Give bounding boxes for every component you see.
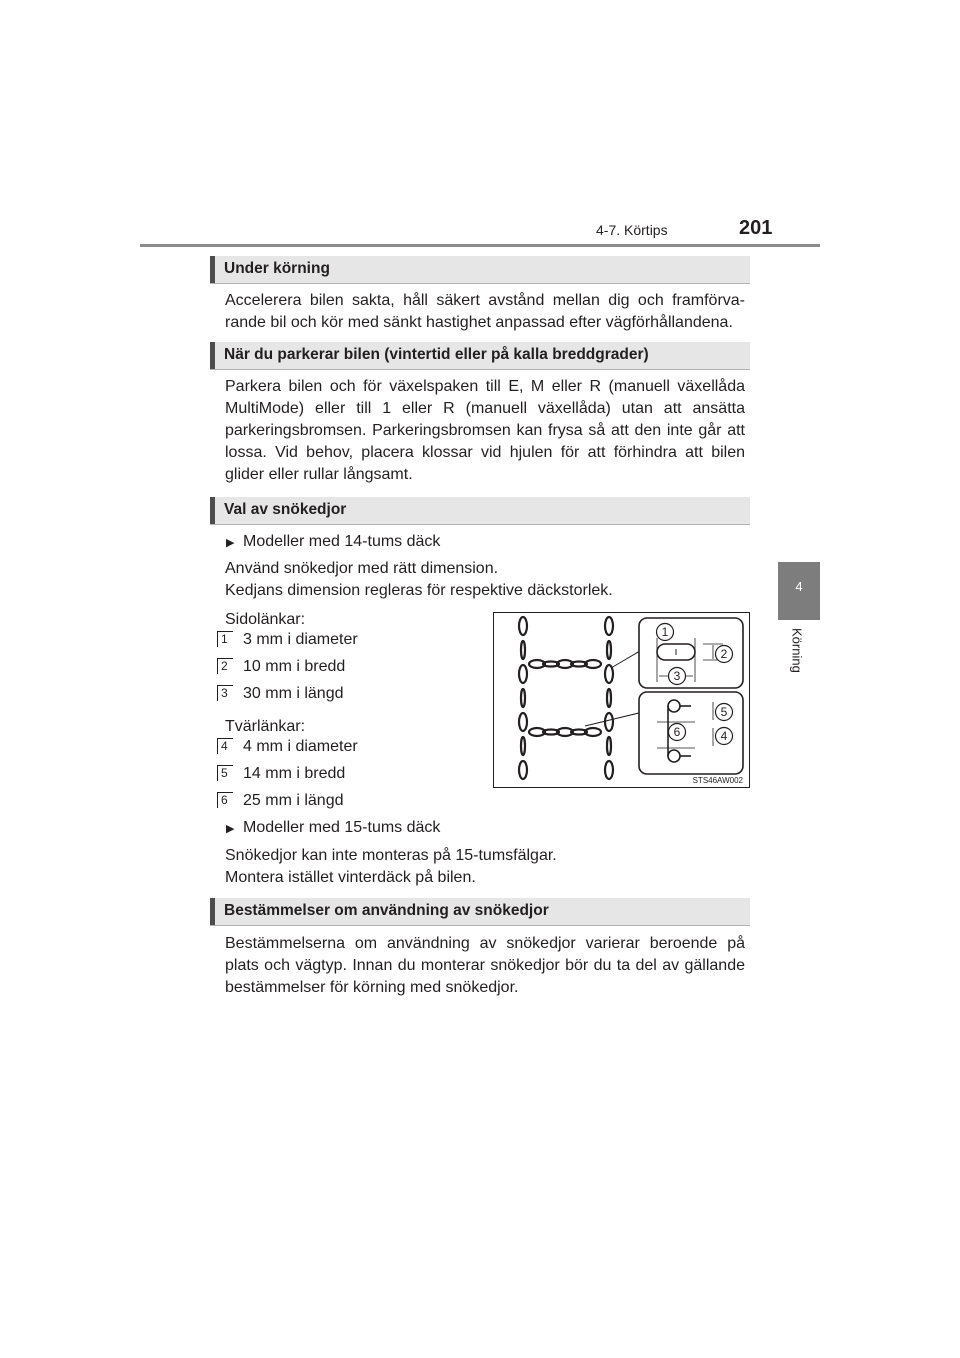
chapter-tab-number: 4 — [795, 579, 803, 594]
figure-callout-6: 6 — [673, 725, 681, 739]
section-heading-under-korning — [210, 256, 750, 284]
section-heading-text: Val av snökedjor — [224, 501, 347, 518]
subheading-model14: Modeller med 14-tums däck — [243, 533, 441, 550]
paragraph-parkering: Parkera bilen och för växelspaken till E, M eller R (manuell växellåda MultiMode) eller till 1 eller R (manuell växellåda) utan att ansätta parkeringsbromsen. Parkeringsbromsen kan frysa så att den inte går att lossa. Vid behov, placera klossar vid hjulen för att förhindra att bilen glider eller rullar långsamt. — [225, 378, 745, 483]
section-heading-parkering — [210, 342, 750, 370]
spec-item: 3 mm i diameter — [243, 631, 358, 648]
paragraph-under-korning: Accelerera bilen sakta, håll säkert avstånd mellan dig och framförva-rande bil och kör med sänkt hastighet anpassad efter vägförhållandena. — [225, 292, 745, 331]
callout-number: 3 — [217, 685, 233, 701]
text-line: Snökedjor kan inte monteras på 15-tumsfälgar. — [225, 847, 557, 864]
figure-code: STS46AW002 — [692, 776, 743, 785]
snow-chain-illustration — [493, 612, 750, 788]
section-heading-bestammelser — [210, 898, 750, 926]
spec-item: 4 mm i diameter — [243, 738, 358, 755]
figure-callout-2: 2 — [720, 647, 728, 661]
figure-callout-5: 5 — [720, 705, 728, 719]
figure-callout-3: 3 — [673, 669, 681, 683]
figure-callout-4: 4 — [720, 729, 728, 743]
chapter-tab-label-box — [776, 628, 818, 688]
paragraph-bestammelser: Bestämmelserna om användning av snökedjor varierar beroende på plats och vägtyp. Innan du monterar snökedjor bör du ta del av gällande bestämmelser för körning med snökedjor. — [225, 935, 745, 996]
chapter-tab-label: Körning — [789, 628, 805, 673]
spec-item: 10 mm i bredd — [243, 658, 346, 675]
bullet-triangle-icon: ▶ — [226, 537, 235, 549]
callout-number: 2 — [217, 658, 233, 674]
header-section-title: 4-7. Körtips — [596, 222, 668, 238]
side-links-label: Sidolänkar: — [225, 611, 306, 628]
figure-callout-1: 1 — [661, 625, 669, 639]
section-heading-text: Bestämmelser om användning av snökedjor — [224, 902, 549, 919]
section-heading-snokedjor — [210, 497, 750, 525]
header-divider — [140, 244, 820, 247]
chapter-tab — [778, 562, 820, 620]
snow-chain-figure — [493, 612, 750, 788]
page-number: 201 — [739, 217, 773, 239]
callout-number: 4 — [217, 738, 233, 754]
callout-number: 1 — [217, 631, 233, 647]
spec-item: 25 mm i längd — [243, 792, 344, 809]
text-line: Använd snökedjor med rätt dimension. — [225, 560, 499, 577]
callout-number: 5 — [217, 765, 233, 781]
section-heading-text: Under körning — [224, 260, 330, 277]
callout-number: 6 — [217, 792, 233, 808]
spec-item: 30 mm i längd — [243, 685, 344, 702]
text-line: Kedjans dimension regleras för respektive däckstorlek. — [225, 582, 613, 599]
bullet-triangle-icon: ▶ — [226, 823, 235, 835]
text-line: Montera istället vinterdäck på bilen. — [225, 869, 476, 886]
subheading-model15: Modeller med 15-tums däck — [243, 819, 441, 836]
cross-links-label: Tvärlänkar: — [225, 718, 306, 735]
spec-item: 14 mm i bredd — [243, 765, 346, 782]
section-heading-text: När du parkerar bilen (vintertid eller på kalla breddgrader) — [224, 346, 649, 363]
